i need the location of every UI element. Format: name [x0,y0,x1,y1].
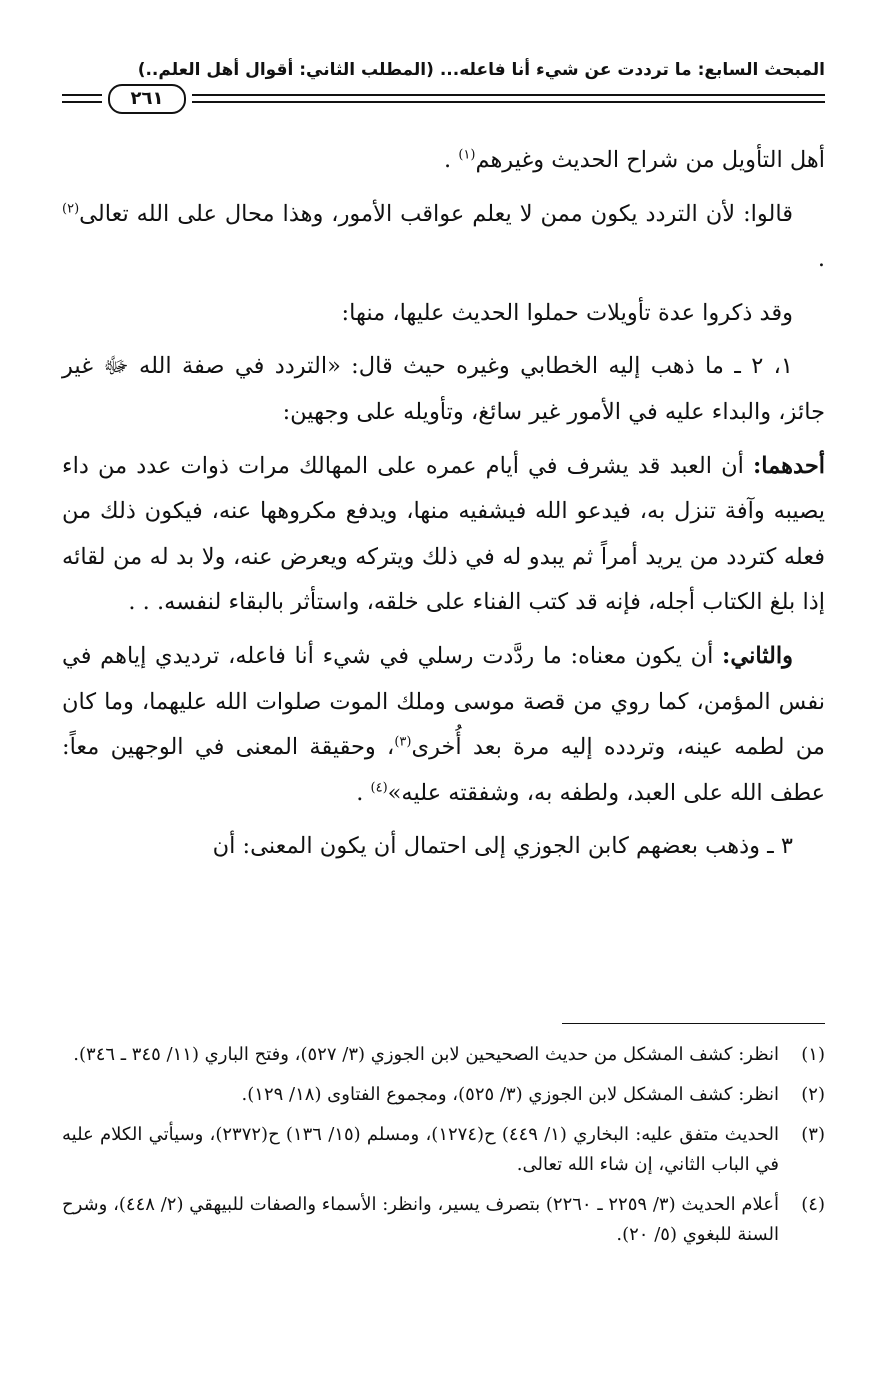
header-rule [62,84,825,120]
footnote-text: الحديث متفق عليه: البخاري (١/ ٤٤٩) ح(١٢٧٤)، ومسلم (١٥/ ١٣٦) ح(٢٣٧٢)، وسيأتي الكلام عليه في الباب الثاني، إن شاء الله تعالى. [62,1124,780,1175]
footnote-text: أعلام الحديث (٣/ ٢٢٥٩ ـ ٢٢٦٠) بتصرف يسير، وانظر: الأسماء والصفات للبيهقي (٢/ ٤٤٨)، وشرح السنة للبغوي (٥/ ٢٠). [62,1194,779,1245]
main-text [62,138,825,878]
header-rule-right [192,94,825,103]
footnote-2 [62,1080,825,1110]
paragraph-1: أهل التأويل من شراح الحديث وغيرهم$^{(١)}$ . [444,147,825,173]
paragraph-3: وقد ذكروا عدة تأويلات حملوا الحديث عليها، منها: [341,299,793,326]
footnote-ref-1[interactable]: (١) [458,147,476,163]
footnote-number: (٣) [801,1124,825,1145]
footnote-number: (١) [801,1044,825,1065]
paragraph-6: والثاني: أن يكون معناه: ما ردَّدت رسلي في شيء أنا فاعله، ترديدي إياهم في نفس المؤمن، كما روي من قصة موسى وملك الموت صلوات الله عليهما، وما كان من لطمه عينه، وتردده إليه مرة بعد أُخرى$^{(٣)}$، وحقيقة المعنى في الوجهين معاً: عطف الله على العبد، ولطفه به، وشفقته عليه»$^{(٤)}$ . [62,642,825,806]
running-header: المبحث السابع: ما ترددت عن شيء أنا فاعله... (المطلب الثاني: أقوال أهل العلم..) [137,60,825,80]
footnote-1 [62,1040,825,1070]
paragraph-2: قالوا: لأن التردد يكون ممن لا يعلم عواقب الأمور، وهذا محال على الله تعالى$^{(٢)}$ . [62,200,825,273]
paragraph-4: ١، ٢ ـ ما ذهب إليه الخطابي وغيره حيث قال: «التردد في صفة الله ﷻ غير جائز، والبداء عليه في الأمور غير سائغ، وتأويله على وجهين: [62,353,825,425]
page-number: ٢٦١ [108,84,186,114]
footnote-3 [62,1120,825,1180]
footnotes [62,1040,825,1260]
footnote-4 [62,1190,825,1250]
footnote-number: (٤) [801,1194,825,1215]
paragraph-5: أحدهما: أن العبد قد يشرف في أيام عمره على المهالك مرات ذوات عدد من داء يصيبه وآفة تنزل به، فيدعو الله فيشفيه منها، ويدفع مكروهها عنه، فيكون ذلك من فعله كتردد من يريد أمراً ثم يبدو له في ذلك ويتركه ويعرض عنه، ولا بد له من لقائه إذا بلغ الكتاب أجله، فإنه قد كتب الفناء على خلقه، واستأثر بالبقاء لنفسه. . . [62,452,825,616]
footnote-text: انظر: كشف المشكل من حديث الصحيحين لابن الجوزي (٣/ ٥٢٧)، وفتح الباري (١١/ ٣٤٥ ـ ٣٤٦). [73,1044,779,1065]
footnote-separator [562,1023,825,1024]
paragraph-5-lead: أحدهما: [752,452,825,479]
paragraph-6-lead: والثاني: [722,642,793,669]
paragraph-7: ٣ ـ وذهب بعضهم كابن الجوزي إلى احتمال أن يكون المعنى: أن [212,833,793,860]
footnote-ref-2[interactable]: (٢) [62,201,80,217]
footnote-ref-3[interactable]: (٣) [394,734,412,750]
footnote-number: (٢) [801,1084,825,1105]
footnote-text: انظر: كشف المشكل لابن الجوزي (٣/ ٥٢٥)، ومجموع الفتاوى (١٨/ ١٢٩). [241,1084,779,1105]
footnote-ref-4[interactable]: (٤) [370,780,388,796]
header-rule-left [62,94,102,103]
